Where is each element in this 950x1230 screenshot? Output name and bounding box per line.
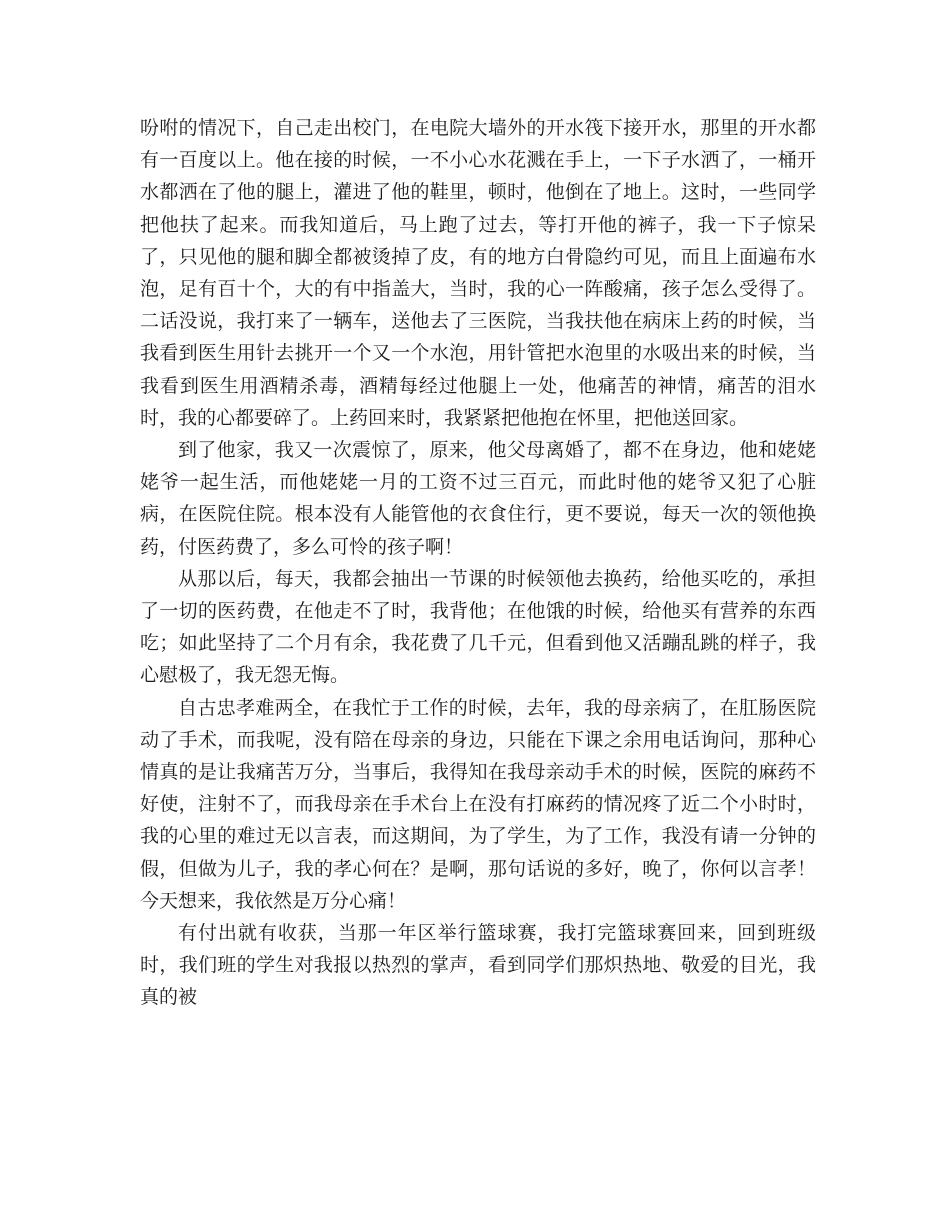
paragraph: 自古忠孝难两全，在我忙于工作的时候，去年，我的母亲病了，在肛肠医院动了手术，而我呢，没有陪在母亲的身边，只能在下课之余用电话询问，那种心情真的是让我痛苦万分，当事后，我得知在我母亲动手术的时候，医院的麻药不好使，注射不了，而我母亲在手术台上在没有打麻药的情况疼了近二个小时时，我的心里的难过无以言表，而这期间，为了学生，为了工作，我没有请一分钟的假，但做为儿子，我的孝心何在？是啊，那句话说的多好，晚了，你何以言孝！今天想来，我依然是万分心痛！ <box>140 696 816 912</box>
paragraph: 有付出就有收获，当那一年区举行篮球赛，我打完篮球赛回来，回到班级时，我们班的学生对我报以热烈的掌声，看到同学们那炽热地、敬爱的目光，我真的被 <box>140 922 816 1009</box>
document-body <box>140 112 816 1014</box>
paragraph: 从那以后，每天，我都会抽出一节课的时候领他去换药，给他买吃的，承担了一切的医药费，在他走不了时，我背他；在他饿的时候，给他买有营养的东西吃；如此坚持了二个月有余，我花费了几千元，但看到他又活蹦乱跳的样子，我心慰极了，我无怨无悔。 <box>140 567 816 687</box>
paragraph: 到了他家，我又一次震惊了，原来，他父母离婚了，都不在身边，他和姥姥姥爷一起生活，而他姥姥一月的工资不过三百元，而此时他的姥爷又犯了心脏病，在医院住院。根本没有人能管他的衣食住行，更不要说，每天一次的领他换药，付医药费了，多么可怜的孩子啊！ <box>140 439 816 558</box>
paragraph-continuation: 吩咐的情况下，自己走出校门，在电院大墙外的开水筏下接开水，那里的开水都有一百度以上。他在接的时候，一不小心水花溅在手上，一下子水洒了，一桶开水都洒在了他的腿上，灌进了他的鞋里，顿时，他倒在了地上。这时，一些同学把他扶了起来。而我知道后，马上跑了过去，等打开他的裤子，我一下子惊呆了，只见他的腿和脚全都被烫掉了皮，有的地方白骨隐约可见，而且上面遍布水泡，足有百十个，大的有中指盖大，当时，我的心一阵酸痛，孩子怎么受得了。二话没说，我打来了一辆车，送他去了三医院，当我扶他在病床上药的时候，当我看到医生用针去挑开一个又一个水泡，用针管把水泡里的水吸出来的时候，当我看到医生用酒精杀毒，酒精每经过他腿上一处，他痛苦的神情，痛苦的泪水时，我的心都要碎了。上药回来时，我紧紧把他抱在怀里，把他送回家。 <box>140 117 816 429</box>
